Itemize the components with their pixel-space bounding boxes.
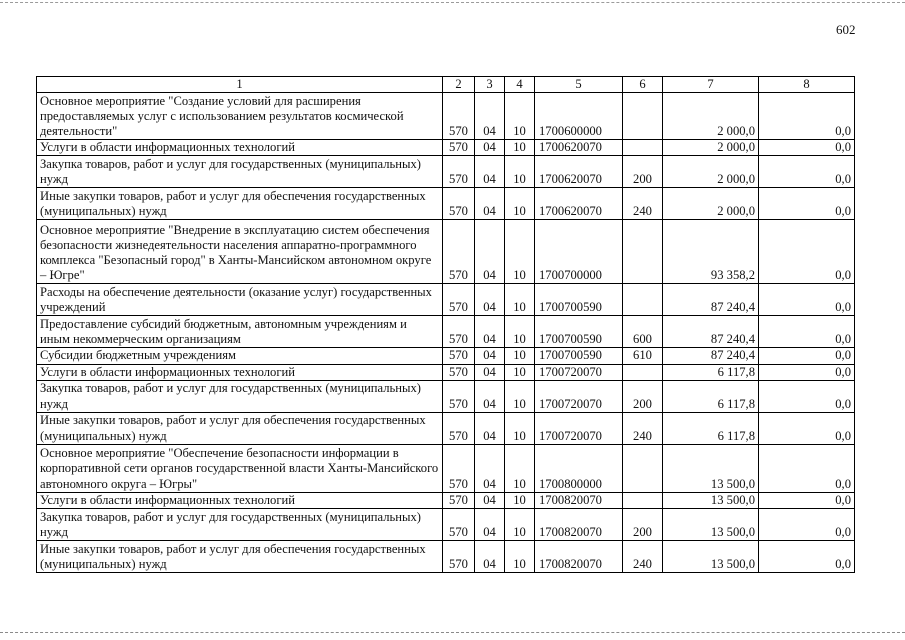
admin-code-cell: 570 — [443, 509, 475, 541]
row-name-cell: Предоставление субсидий бюджетным, автономным учреждениям и иным некоммерческим организациям — [37, 316, 443, 348]
change-amount-cell: 0,0 — [759, 380, 855, 412]
row-name-cell: Иные закупки товаров, работ и услуг для обеспечения государственных (муниципальных) нужд — [37, 412, 443, 444]
target-article-cell: 1700700590 — [535, 348, 623, 364]
change-amount-cell: 0,0 — [759, 220, 855, 284]
section-code-cell: 04 — [475, 492, 505, 508]
subsection-code-cell: 10 — [505, 509, 535, 541]
target-article-cell: 1700700590 — [535, 284, 623, 316]
row-name-cell: Расходы на обеспечение деятельности (оказание услуг) государственных учреждений — [37, 284, 443, 316]
change-amount-cell: 0,0 — [759, 156, 855, 188]
amount-cell: 13 500,0 — [663, 444, 759, 492]
amount-cell: 13 500,0 — [663, 541, 759, 573]
subsection-code-cell: 10 — [505, 380, 535, 412]
subsection-code-cell: 10 — [505, 364, 535, 380]
header-cell: 1 — [37, 77, 443, 93]
change-amount-cell: 0,0 — [759, 188, 855, 220]
budget-table — [36, 76, 855, 573]
amount-cell: 87 240,4 — [663, 316, 759, 348]
change-amount-cell: 0,0 — [759, 364, 855, 380]
expense-type-cell: 200 — [623, 509, 663, 541]
expense-type-cell — [623, 140, 663, 156]
row-name-cell: Иные закупки товаров, работ и услуг для обеспечения государственных (муниципальных) нужд — [37, 188, 443, 220]
target-article-cell: 1700620070 — [535, 188, 623, 220]
header-cell: 8 — [759, 77, 855, 93]
table-row — [37, 380, 855, 412]
header-cell: 6 — [623, 77, 663, 93]
table-row — [37, 364, 855, 380]
admin-code-cell: 570 — [443, 492, 475, 508]
table-row — [37, 188, 855, 220]
subsection-code-cell: 10 — [505, 140, 535, 156]
expense-type-cell: 240 — [623, 541, 663, 573]
table-row — [37, 140, 855, 156]
table-row — [37, 220, 855, 284]
row-name-cell: Закупка товаров, работ и услуг для государственных (муниципальных) нужд — [37, 509, 443, 541]
section-code-cell: 04 — [475, 284, 505, 316]
amount-cell: 13 500,0 — [663, 492, 759, 508]
row-name-cell: Основное мероприятие "Внедрение в эксплуатацию систем обеспечения безопасности жизнедеятельности населения аппаратно-программного комплекса "Безопасный город" в Ханты-Мансийском автономном округе – Югре" — [37, 220, 443, 284]
amount-cell: 2 000,0 — [663, 140, 759, 156]
admin-code-cell: 570 — [443, 284, 475, 316]
admin-code-cell: 570 — [443, 156, 475, 188]
amount-cell: 2 000,0 — [663, 156, 759, 188]
expense-type-cell: 240 — [623, 412, 663, 444]
change-amount-cell: 0,0 — [759, 412, 855, 444]
amount-cell: 87 240,4 — [663, 348, 759, 364]
admin-code-cell: 570 — [443, 220, 475, 284]
amount-cell: 2 000,0 — [663, 188, 759, 220]
row-name-cell: Субсидии бюджетным учреждениям — [37, 348, 443, 364]
expense-type-cell — [623, 444, 663, 492]
section-code-cell: 04 — [475, 412, 505, 444]
subsection-code-cell: 10 — [505, 156, 535, 188]
target-article-cell: 1700720070 — [535, 412, 623, 444]
amount-cell: 93 358,2 — [663, 220, 759, 284]
target-article-cell: 1700620070 — [535, 140, 623, 156]
expense-type-cell: 200 — [623, 380, 663, 412]
admin-code-cell: 570 — [443, 541, 475, 573]
admin-code-cell: 570 — [443, 188, 475, 220]
amount-cell: 2 000,0 — [663, 93, 759, 140]
expense-type-cell — [623, 284, 663, 316]
table-row — [37, 316, 855, 348]
amount-cell: 87 240,4 — [663, 284, 759, 316]
table-row — [37, 156, 855, 188]
admin-code-cell: 570 — [443, 444, 475, 492]
amount-cell: 6 117,8 — [663, 364, 759, 380]
subsection-code-cell: 10 — [505, 348, 535, 364]
table-row — [37, 444, 855, 492]
change-amount-cell: 0,0 — [759, 492, 855, 508]
admin-code-cell: 570 — [443, 316, 475, 348]
change-amount-cell: 0,0 — [759, 284, 855, 316]
row-name-cell: Основное мероприятие "Обеспечение безопасности информации в корпоративной сети органов государственной власти Ханты-Мансийского автономного округа – Югры" — [37, 444, 443, 492]
amount-cell: 6 117,8 — [663, 380, 759, 412]
expense-type-cell: 240 — [623, 188, 663, 220]
target-article-cell: 1700600000 — [535, 93, 623, 140]
header-cell: 3 — [475, 77, 505, 93]
scan-edge-bottom — [0, 632, 905, 633]
change-amount-cell: 0,0 — [759, 444, 855, 492]
target-article-cell: 1700720070 — [535, 364, 623, 380]
table-row — [37, 541, 855, 573]
expense-type-cell — [623, 93, 663, 140]
header-cell: 4 — [505, 77, 535, 93]
admin-code-cell: 570 — [443, 380, 475, 412]
expense-type-cell: 610 — [623, 348, 663, 364]
expense-type-cell: 200 — [623, 156, 663, 188]
section-code-cell: 04 — [475, 509, 505, 541]
change-amount-cell: 0,0 — [759, 509, 855, 541]
target-article-cell: 1700700000 — [535, 220, 623, 284]
header-cell: 7 — [663, 77, 759, 93]
expense-type-cell — [623, 220, 663, 284]
expense-type-cell — [623, 364, 663, 380]
row-name-cell: Услуги в области информационных технологий — [37, 140, 443, 156]
section-code-cell: 04 — [475, 364, 505, 380]
admin-code-cell: 570 — [443, 140, 475, 156]
admin-code-cell: 570 — [443, 364, 475, 380]
subsection-code-cell: 10 — [505, 541, 535, 573]
scan-edge-top — [0, 2, 905, 3]
subsection-code-cell: 10 — [505, 220, 535, 284]
subsection-code-cell: 10 — [505, 284, 535, 316]
table-header-row — [37, 77, 855, 93]
table-row — [37, 492, 855, 508]
page-number: 602 — [836, 22, 856, 37]
row-name-cell: Закупка товаров, работ и услуг для государственных (муниципальных) нужд — [37, 156, 443, 188]
header-cell: 2 — [443, 77, 475, 93]
row-name-cell: Закупка товаров, работ и услуг для государственных (муниципальных) нужд — [37, 380, 443, 412]
admin-code-cell: 570 — [443, 412, 475, 444]
section-code-cell: 04 — [475, 541, 505, 573]
section-code-cell: 04 — [475, 316, 505, 348]
change-amount-cell: 0,0 — [759, 93, 855, 140]
subsection-code-cell: 10 — [505, 412, 535, 444]
table-row — [37, 509, 855, 541]
subsection-code-cell: 10 — [505, 93, 535, 140]
target-article-cell: 1700620070 — [535, 156, 623, 188]
expense-type-cell: 600 — [623, 316, 663, 348]
header-cell: 5 — [535, 77, 623, 93]
section-code-cell: 04 — [475, 188, 505, 220]
change-amount-cell: 0,0 — [759, 316, 855, 348]
target-article-cell: 1700800000 — [535, 444, 623, 492]
section-code-cell: 04 — [475, 380, 505, 412]
target-article-cell: 1700720070 — [535, 380, 623, 412]
section-code-cell: 04 — [475, 93, 505, 140]
expense-type-cell — [623, 492, 663, 508]
target-article-cell: 1700700590 — [535, 316, 623, 348]
row-name-cell: Иные закупки товаров, работ и услуг для обеспечения государственных (муниципальных) нужд — [37, 541, 443, 573]
table-row — [37, 93, 855, 140]
change-amount-cell: 0,0 — [759, 140, 855, 156]
target-article-cell: 1700820070 — [535, 509, 623, 541]
amount-cell: 6 117,8 — [663, 412, 759, 444]
table-row — [37, 284, 855, 316]
section-code-cell: 04 — [475, 140, 505, 156]
row-name-cell: Основное мероприятие "Создание условий для расширения предоставляемых услуг с использованием результатов космической деятельности" — [37, 93, 443, 140]
table-row — [37, 412, 855, 444]
admin-code-cell: 570 — [443, 93, 475, 140]
row-name-cell: Услуги в области информационных технологий — [37, 492, 443, 508]
table-row — [37, 348, 855, 364]
target-article-cell: 1700820070 — [535, 492, 623, 508]
row-name-cell: Услуги в области информационных технологий — [37, 364, 443, 380]
amount-cell: 13 500,0 — [663, 509, 759, 541]
change-amount-cell: 0,0 — [759, 541, 855, 573]
admin-code-cell: 570 — [443, 348, 475, 364]
section-code-cell: 04 — [475, 220, 505, 284]
subsection-code-cell: 10 — [505, 316, 535, 348]
subsection-code-cell: 10 — [505, 188, 535, 220]
subsection-code-cell: 10 — [505, 444, 535, 492]
change-amount-cell: 0,0 — [759, 348, 855, 364]
section-code-cell: 04 — [475, 444, 505, 492]
subsection-code-cell: 10 — [505, 492, 535, 508]
section-code-cell: 04 — [475, 348, 505, 364]
section-code-cell: 04 — [475, 156, 505, 188]
target-article-cell: 1700820070 — [535, 541, 623, 573]
